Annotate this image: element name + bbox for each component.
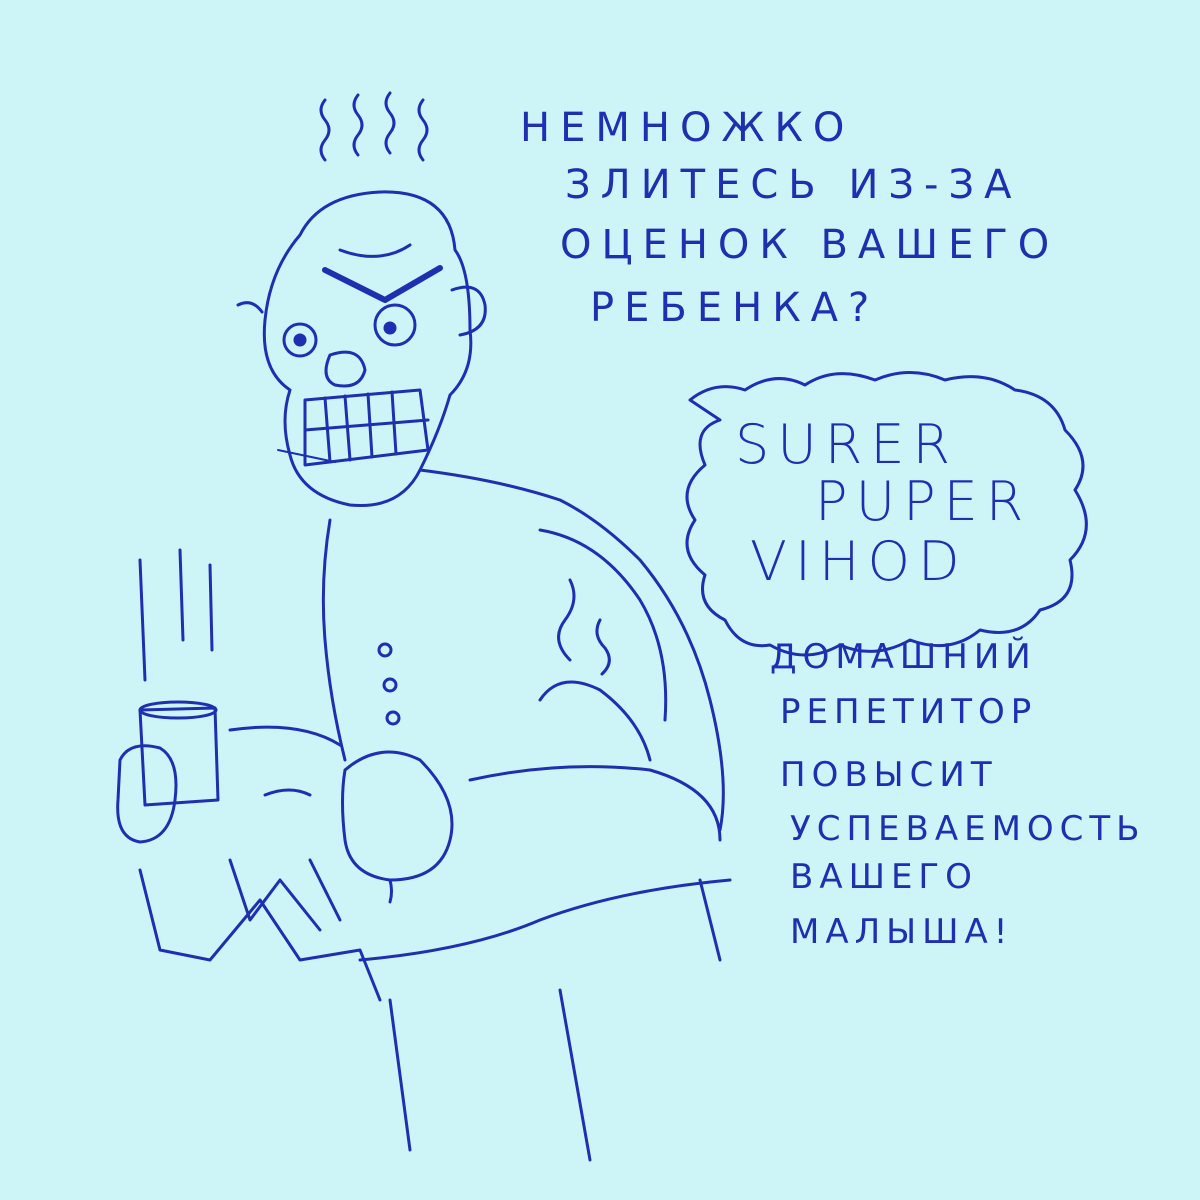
question-line-3: ОЦЕНОК ВАШЕГО <box>560 222 1060 268</box>
question-line-1: НЕМНОЖКО <box>520 105 855 151</box>
mug-and-hand <box>118 702 340 842</box>
bubble-line-1: SURER <box>735 413 958 476</box>
question-line-2: ЗЛИТЕСЬ ИЗ-ЗА <box>565 162 1022 208</box>
ad-line-3: ПОВЫСИТ <box>780 755 998 795</box>
ad-line-5: ВАШЕГО <box>790 857 978 897</box>
body <box>323 470 723 902</box>
cracked-table <box>140 860 730 1160</box>
bubble-line-3: VIHOD <box>750 530 968 593</box>
head <box>238 192 485 506</box>
ad-line-2: РЕПЕТИТОР <box>780 692 1038 732</box>
question-line-4: РЕБЕНКА? <box>590 285 880 331</box>
ad-line-1: ДОМАШНИЙ <box>770 637 1037 677</box>
steam-lines <box>321 93 427 160</box>
motion-lines <box>140 550 212 680</box>
ad-line-6: МАЛЫША! <box>790 912 1014 952</box>
bubble-line-2: PUPER <box>815 470 1032 533</box>
ad-line-4: УСПЕВАЕМОСТЬ <box>790 809 1146 849</box>
